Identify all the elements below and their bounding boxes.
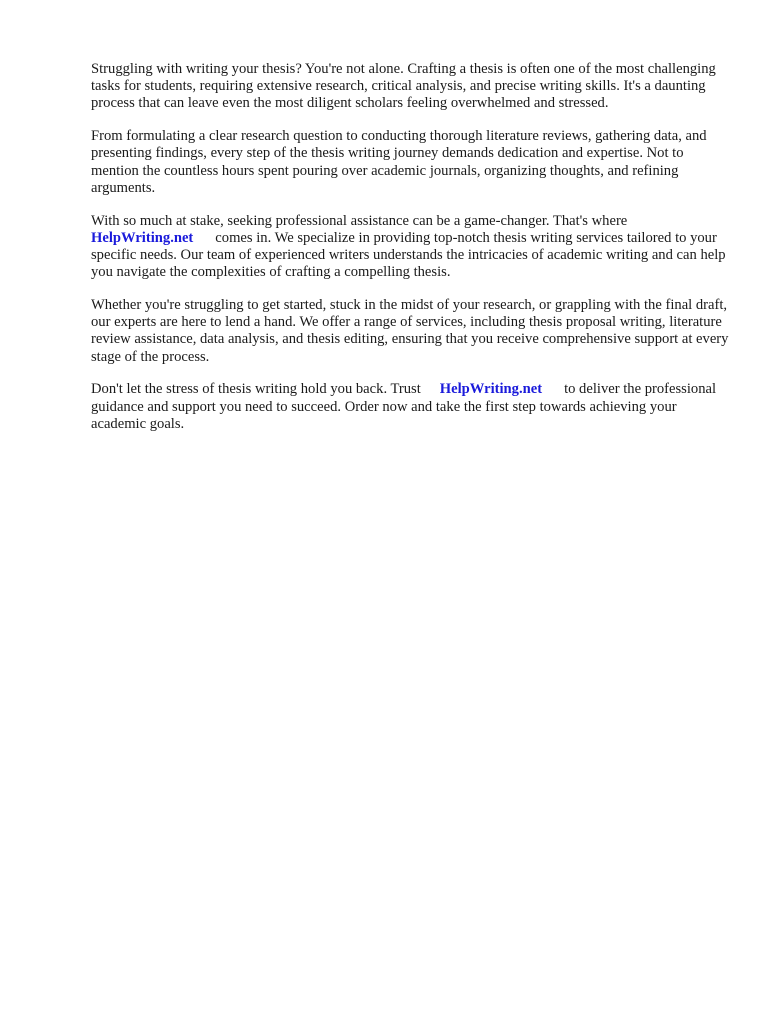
paragraph-assistance xyxy=(91,213,731,282)
paragraph-services: Whether you're struggling to get started, stuck in the midst of your research, or grappling with the final draft, our experts are here to lend a hand. We offer a range of services, including thesis proposal writing, literature review assistance, data analysis, and thesis editing, ensuring that you receive comprehensive support at every stage of the process. xyxy=(91,297,729,365)
document-body xyxy=(91,61,731,449)
helpwriting-link[interactable]: HelpWriting.net xyxy=(91,229,194,246)
paragraph-call-to-action xyxy=(91,381,731,433)
paragraph-cta-text-after: to deliver the professional guidance and support you need to succeed. Order now and take the first step towards achieving your academic goals. xyxy=(91,381,717,432)
paragraph-cta-text-before: Don't let the stress of thesis writing hold you back. Trust xyxy=(91,381,421,398)
helpwriting-link-cta[interactable]: HelpWriting.net xyxy=(439,381,543,398)
paragraph-intro: Struggling with writing your thesis? You're not alone. Crafting a thesis is often one of the most challenging tasks for students, requiring extensive research, critical analysis, and precise writing skills. It's a daunting process that can leave even the most diligent scholars feeling overwhelmed and stressed. xyxy=(91,61,716,112)
paragraph-assistance-text-before: With so much at stake, seeking professional assistance can be a game-changer. That's where xyxy=(91,212,628,229)
paragraph-assistance-text-after: comes in. We specialize in providing top-notch thesis writing services tailored to your specific needs. Our team of experienced writers understands the intricacies of academic writing and can help you navigate the complexities of crafting a compelling thesis. xyxy=(91,229,726,281)
paragraph-challenges: From formulating a clear research question to conducting thorough literature reviews, gathering data, and presenting findings, every step of the thesis writing journey demands dedication and expertise. Not to mention the countless hours spent pouring over academic journals, organizing thoughts, and refining arguments. xyxy=(91,128,707,196)
